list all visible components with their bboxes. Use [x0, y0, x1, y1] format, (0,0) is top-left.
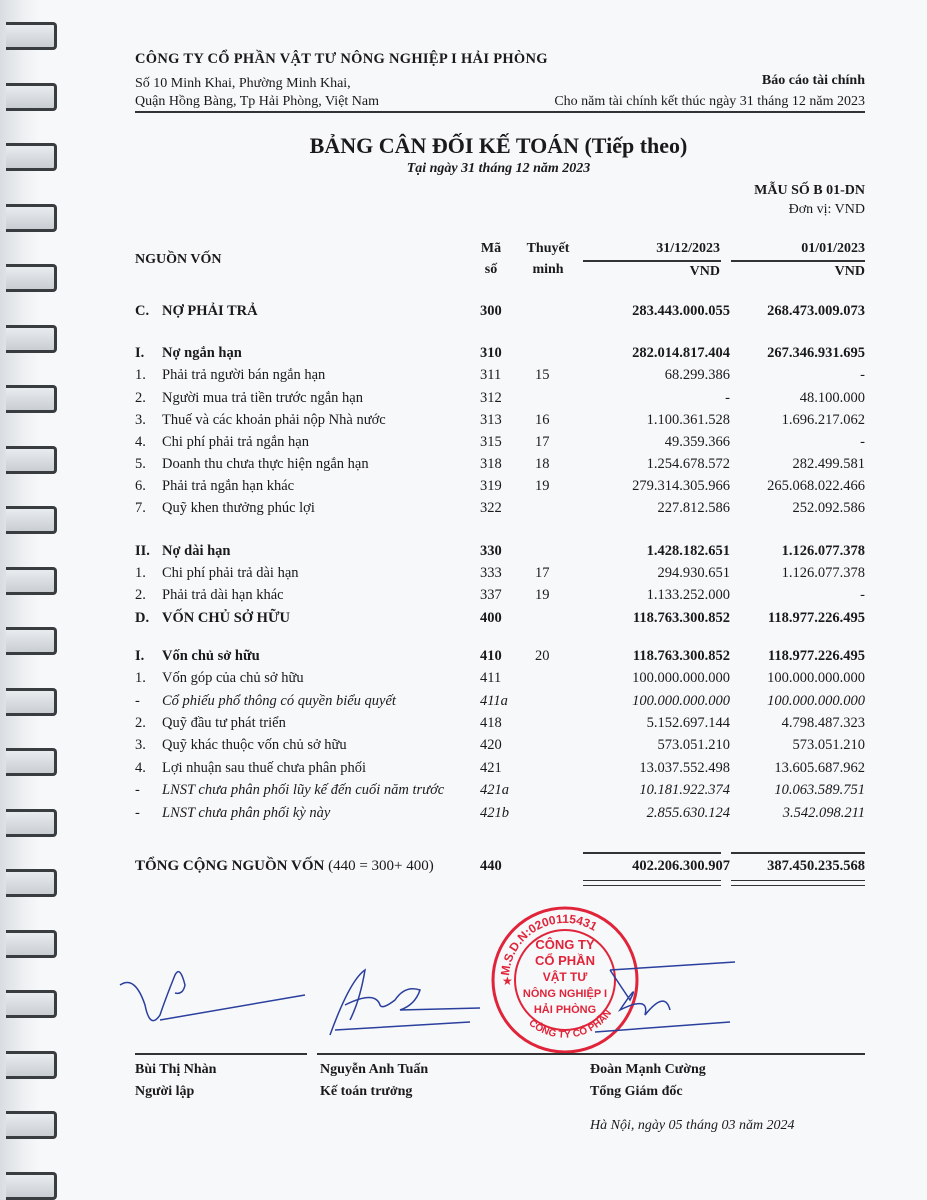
row-label: Phải trả người bán ngắn hạn [162, 367, 326, 383]
total-current: 402.206.300.907 [632, 858, 730, 874]
row-note: 18 [535, 456, 550, 472]
total-row [135, 858, 865, 878]
table-row [135, 434, 865, 454]
row-number: 7. [135, 500, 146, 516]
binding-ring [6, 809, 57, 837]
row-code: 313 [480, 412, 502, 428]
row-label: LNST chưa phân phối lũy kế đến cuối năm trước [162, 782, 445, 798]
seal-star-icon: ★ [502, 974, 513, 988]
row-value-current: 2.855.630.124 [646, 805, 730, 821]
place-and-date: Hà Nội, ngày 05 tháng 03 năm 2024 [590, 1118, 795, 1133]
row-value-prior: 4.798.487.323 [781, 715, 865, 731]
row-code: 411a [480, 693, 508, 709]
row-value-current: 573.051.210 [657, 737, 730, 753]
column-header-item: NGUỒN VỐN [135, 252, 222, 267]
row-note: 19 [535, 478, 550, 494]
binding-ring [6, 22, 57, 50]
seal-bottom-text: CÔNG TY CỔ PHẦN [526, 1008, 614, 1041]
row-number: 2. [135, 715, 146, 731]
table-row [135, 303, 865, 323]
row-label: Thuế và các khoản phải nộp Nhà nước [162, 412, 386, 428]
row-number: 2. [135, 587, 146, 603]
table-row [135, 587, 865, 607]
row-label: LNST chưa phân phối kỳ này [162, 805, 331, 821]
table-row [135, 456, 865, 476]
binding-ring [6, 1111, 57, 1139]
table-row [135, 670, 865, 690]
row-value-current: 279.314.305.966 [632, 478, 730, 494]
row-code: 411 [480, 670, 502, 686]
seal-text-line: CỔ PHẦN [535, 953, 595, 968]
row-number: II. [135, 543, 150, 559]
row-note: 16 [535, 412, 550, 428]
row-value-current: 1.254.678.572 [646, 456, 730, 472]
binding-ring [6, 990, 57, 1018]
company-address-line2: Quận Hồng Bàng, Tp Hải Phòng, Việt Nam [135, 94, 380, 109]
column-header-prior-unit: VND [834, 264, 865, 279]
row-value-prior: 268.473.009.073 [767, 303, 865, 319]
total-label: TỔNG CỘNG NGUỒN VỐN [135, 858, 325, 874]
row-number: 1. [135, 670, 146, 686]
row-value-prior: 1.126.077.378 [781, 543, 865, 559]
row-number: 1. [135, 565, 146, 581]
row-value-prior: 573.051.210 [792, 737, 865, 753]
row-value-prior: 1.126.077.378 [781, 565, 865, 581]
company-address-line1: Số 10 Minh Khai, Phường Minh Khai, [135, 76, 351, 91]
row-value-prior: 100.000.000.000 [767, 693, 865, 709]
row-value-prior: - [860, 434, 865, 450]
row-number: 3. [135, 412, 146, 428]
report-period: Cho năm tài chính kết thúc ngày 31 tháng 12 năm 2023 [554, 94, 865, 109]
row-number: 4. [135, 434, 146, 450]
row-label: Quỹ đầu tư phát triển [162, 715, 286, 731]
total-current-topline [583, 852, 721, 854]
row-note: 15 [535, 367, 550, 383]
row-label: Phải trả dài hạn khác [162, 587, 284, 603]
row-value-current: 1.133.252.000 [646, 587, 730, 603]
row-label: Vốn chủ sở hữu [162, 648, 260, 664]
row-value-prior: - [860, 367, 865, 383]
row-value-prior: 100.000.000.000 [767, 670, 865, 686]
seal-text-line: NÔNG NGHIỆP I [522, 988, 608, 1000]
total-formula: (440 = 300+ 400) [328, 858, 434, 874]
row-label: Nợ ngắn hạn [162, 345, 242, 361]
row-value-current: - [725, 390, 730, 406]
row-value-current: 1.100.361.528 [646, 412, 730, 428]
binding-ring [6, 1172, 57, 1200]
row-number: 5. [135, 456, 146, 472]
table-row [135, 390, 865, 410]
column-header-note-line1: Thuyết [526, 241, 570, 256]
row-number: D. [135, 610, 150, 626]
column-header-current-underline [583, 260, 721, 262]
row-label: Chi phí phải trả dài hạn [162, 565, 299, 581]
seal-ring-text: M.S.D.N:0200115431 [497, 911, 600, 977]
row-code: 300 [480, 303, 502, 319]
binding-ring [6, 506, 57, 534]
row-value-current: 68.299.386 [664, 367, 730, 383]
report-type: Báo cáo tài chính [761, 73, 865, 88]
table-row [135, 543, 865, 563]
row-note: 19 [535, 587, 550, 603]
row-code: 333 [480, 565, 502, 581]
binding-ring [6, 930, 57, 958]
seal-text-line: HẢI PHÒNG [533, 1004, 597, 1016]
row-number: 3. [135, 737, 146, 753]
row-label: Chi phí phải trả ngắn hạn [162, 434, 309, 450]
row-code: 330 [480, 543, 502, 559]
row-value-current: 118.763.300.852 [632, 648, 730, 664]
binding-ring [6, 264, 57, 292]
row-value-current: 294.930.651 [657, 565, 730, 581]
binding-ring [6, 688, 57, 716]
table-row [135, 760, 865, 780]
row-value-prior: 267.346.931.695 [767, 345, 865, 361]
row-value-prior: 118.977.226.495 [767, 648, 865, 664]
row-code: 400 [480, 610, 502, 626]
form-code: MẪU SỐ B 01-DN [754, 183, 865, 198]
currency-unit: Đơn vị: VND [788, 202, 865, 217]
binding-ring [6, 869, 57, 897]
row-note: 20 [535, 648, 550, 664]
page-subtitle: Tại ngày 31 tháng 12 năm 2023 [406, 161, 591, 176]
spiral-binding [0, 0, 40, 1200]
row-value-current: 282.014.817.404 [632, 345, 730, 361]
row-value-current: 5.152.697.144 [646, 715, 730, 731]
row-value-prior: 265.068.022.466 [767, 478, 865, 494]
binding-ring [6, 204, 57, 232]
column-header-code-line2: số [484, 262, 498, 277]
table-row [135, 345, 865, 365]
column-header-prior-underline [731, 260, 865, 262]
binding-ring [6, 1051, 57, 1079]
table-row [135, 412, 865, 432]
binding-ring [6, 627, 57, 655]
preparer-name: Bùi Thị Nhàn [135, 1062, 217, 1077]
signature-chief-accountant [320, 960, 490, 1040]
table-row [135, 367, 865, 387]
row-number: 4. [135, 760, 146, 776]
signature-director [500, 950, 740, 1040]
row-value-current: 49.359.366 [664, 434, 730, 450]
row-label: Quỹ khác thuộc vốn chủ sở hữu [162, 737, 347, 753]
header-divider [135, 111, 865, 113]
row-value-prior: 3.542.098.211 [782, 805, 865, 821]
row-code: 337 [480, 587, 502, 603]
row-code: 410 [480, 648, 502, 664]
table-row [135, 805, 865, 825]
signature-preparer [115, 965, 315, 1035]
table-row [135, 565, 865, 585]
signature-line-right [317, 1053, 865, 1055]
total-prior: 387.450.235.568 [767, 858, 865, 874]
row-value-prior: 282.499.581 [792, 456, 865, 472]
row-label: Nợ dài hạn [162, 543, 231, 559]
preparer-role: Người lập [135, 1084, 195, 1099]
row-code: 322 [480, 500, 502, 516]
table-row [135, 693, 865, 713]
binding-ring [6, 567, 57, 595]
column-header-code-line1: Mã [480, 241, 502, 256]
row-label: Quỹ khen thưởng phúc lợi [162, 500, 315, 516]
row-code: 318 [480, 456, 502, 472]
seal-text-line: VẬT TƯ [542, 970, 588, 984]
row-value-prior: 252.092.586 [792, 500, 865, 516]
binding-ring [6, 446, 57, 474]
table-row [135, 500, 865, 520]
row-label: NỢ PHẢI TRẢ [162, 303, 258, 319]
binding-ring [6, 748, 57, 776]
total-code: 440 [480, 858, 502, 874]
row-label: Cổ phiếu phổ thông có quyền biểu quyết [162, 693, 396, 709]
row-note: 17 [535, 565, 550, 581]
chief-accountant-name: Nguyễn Anh Tuấn [320, 1062, 429, 1077]
company-name: CÔNG TY CỔ PHẦN VẬT TƯ NÔNG NGHIỆP I HẢI PHÒNG [135, 51, 548, 67]
chief-accountant-role: Kế toán trưởng [320, 1084, 413, 1099]
row-value-current: 118.763.300.852 [632, 610, 730, 626]
row-code: 312 [480, 390, 502, 406]
row-code: 420 [480, 737, 502, 753]
row-value-current: 1.428.182.651 [646, 543, 730, 559]
column-header-current-date: 31/12/2023 [656, 241, 720, 256]
row-number: 1. [135, 367, 146, 383]
page-title: BẢNG CÂN ĐỐI KẾ TOÁN (Tiếp theo) [309, 133, 688, 158]
row-value-current: 283.443.000.055 [632, 303, 730, 319]
row-note: 17 [535, 434, 550, 450]
row-code: 315 [480, 434, 502, 450]
row-value-current: 10.181.922.374 [639, 782, 730, 798]
row-code: 421b [480, 805, 509, 821]
row-number: - [135, 782, 140, 798]
column-header-current-unit: VND [689, 264, 720, 279]
row-code: 418 [480, 715, 502, 731]
row-code: 310 [480, 345, 502, 361]
table-row [135, 782, 865, 802]
total-prior-double-underline [731, 880, 865, 886]
row-label: Doanh thu chưa thực hiện ngắn hạn [162, 456, 369, 472]
row-number: - [135, 805, 140, 821]
director-name: Đoàn Mạnh Cường [590, 1062, 706, 1077]
row-value-current: 227.812.586 [657, 500, 730, 516]
row-code: 311 [480, 367, 502, 383]
binding-ring [6, 325, 57, 353]
row-number: 6. [135, 478, 146, 494]
total-current-double-underline [583, 880, 721, 886]
table-row [135, 715, 865, 735]
row-value-prior: - [860, 587, 865, 603]
row-value-prior: 13.605.687.962 [774, 760, 865, 776]
total-prior-topline [731, 852, 865, 854]
row-label: Vốn góp của chủ sở hữu [162, 670, 304, 686]
row-value-prior: 10.063.589.751 [774, 782, 865, 798]
row-value-current: 100.000.000.000 [632, 670, 730, 686]
row-value-prior: 1.696.217.062 [781, 412, 865, 428]
row-code: 319 [480, 478, 502, 494]
row-label: Phải trả ngắn hạn khác [162, 478, 295, 494]
row-number: I. [135, 345, 145, 361]
column-header-prior-date: 01/01/2023 [801, 241, 865, 256]
signature-line-preparer [135, 1053, 307, 1055]
row-code: 421 [480, 760, 502, 776]
row-label: VỐN CHỦ SỞ HỮU [162, 610, 290, 626]
binding-ring [6, 385, 57, 413]
director-role: Tổng Giám đốc [590, 1084, 683, 1099]
row-number: - [135, 693, 140, 709]
binding-ring [6, 83, 57, 111]
table-row [135, 478, 865, 498]
column-header-note-line2: minh [532, 262, 564, 277]
row-number: 2. [135, 390, 146, 406]
row-value-current: 100.000.000.000 [632, 693, 730, 709]
row-number: I. [135, 648, 145, 664]
table-row [135, 610, 865, 630]
row-value-prior: 48.100.000 [799, 390, 865, 406]
row-number: C. [135, 303, 150, 319]
row-label: Người mua trả tiền trước ngắn hạn [162, 390, 363, 406]
table-row [135, 648, 865, 668]
table-row [135, 737, 865, 757]
row-code: 421a [480, 782, 509, 798]
row-value-prior: 118.977.226.495 [767, 610, 865, 626]
seal-text-line: CÔNG TY [535, 937, 595, 952]
row-value-current: 13.037.552.498 [639, 760, 730, 776]
row-label: Lợi nhuận sau thuế chưa phân phối [162, 760, 366, 776]
